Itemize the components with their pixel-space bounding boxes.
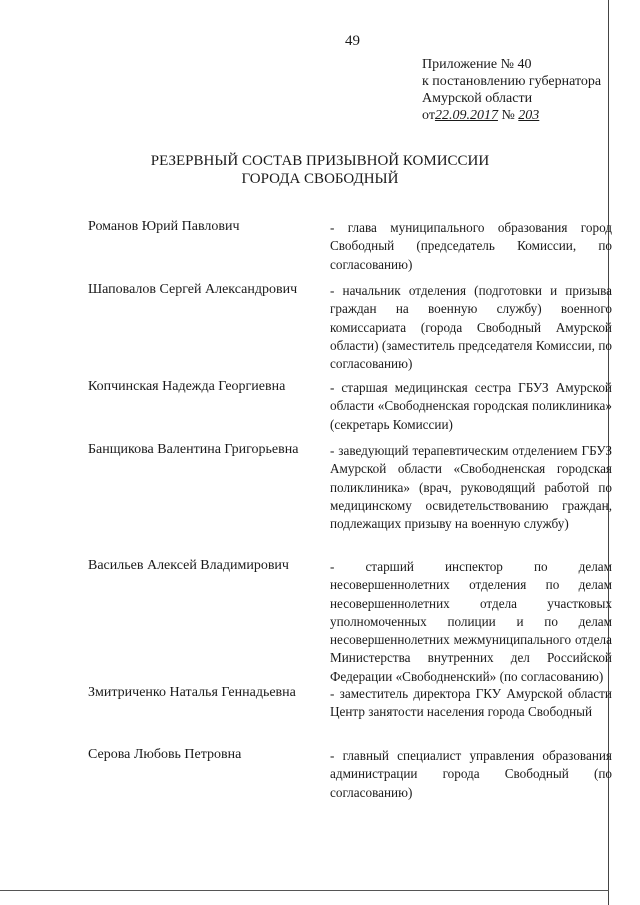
handwritten-number: 203	[518, 108, 540, 123]
handwritten-date: 22.09.2017	[434, 108, 498, 123]
member-role: - старшая медицинская сестра ГБУЗ Амурской области «Свободненская городская поликлиника» (секретарь Комиссии)	[330, 380, 612, 432]
member-role: - начальник отделения (подготовки и призыва граждан на военную службу) военного комиссариата (города Свободный Амурской области) (заместитель председателя Комиссии, по согласованию)	[330, 283, 612, 372]
appendix-line-3: Амурской области	[422, 91, 533, 106]
title-line-1: РЕЗЕРВНЫЙ СОСТАВ ПРИЗЫВНОЙ КОМИССИИ	[150, 153, 490, 169]
appendix-header	[422, 56, 601, 124]
member-name: Копчинская Надежда Георгиевна	[88, 379, 286, 394]
member-role: - глава муниципального образования город Свободный (председатель Комиссии, по согласованию)	[330, 220, 612, 272]
member-role: - старший инспектор по делам несовершеннолетних отделения по делам несовершеннолетних отдела участковых уполномоченных полиции и по делам несовершеннолетних межмуниципального отдела Министерства внутренних дел Российской Федерации «Свободненский» (по согласованию)	[330, 559, 612, 684]
appendix-date-line	[422, 107, 601, 124]
member-role: - заместитель директора ГКУ Амурской области Центр занятости населения города Свободный	[330, 686, 612, 720]
number-prefix: №	[501, 108, 515, 123]
member-role: - заведующий терапевтическим отделением ГБУЗ Амурской области «Свободненская городская поликлиника» (врач, руководящий работой по медицинскому освидетельствованию граждан, подлежащих призыву на военную службу)	[330, 443, 612, 532]
member-role: - главный специалист управления образования администрации города Свободный (по согласованию)	[330, 748, 612, 800]
member-name: Романов Юрий Павлович	[88, 219, 240, 234]
member-name: Змитриченко Наталья Геннадьевна	[88, 685, 296, 700]
document-title	[0, 152, 640, 188]
title-line-2: ГОРОДА СВОБОДНЫЙ	[241, 171, 399, 187]
appendix-line-1: Приложение № 40	[422, 57, 532, 72]
date-prefix: от	[422, 108, 435, 123]
member-name: Серова Любовь Петровна	[88, 747, 242, 762]
page-number: 49	[345, 33, 360, 49]
member-name: Банщикова Валентина Григорьевна	[88, 442, 299, 457]
appendix-line-2: к постановлению губернатора	[422, 74, 602, 89]
member-name: Васильев Алексей Владимирович	[88, 558, 289, 573]
scan-bottom-line	[0, 890, 609, 891]
member-name: Шаповалов Сергей Александрович	[88, 282, 298, 297]
